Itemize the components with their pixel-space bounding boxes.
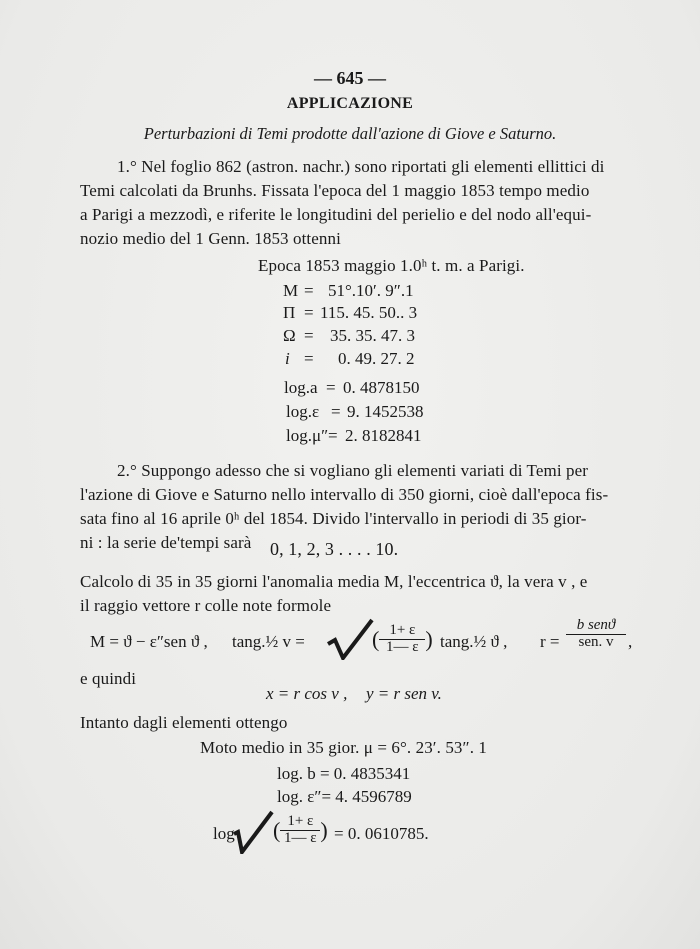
log-sqrt-label: log: [213, 824, 235, 843]
frac-numerator: 1+ ε: [379, 623, 425, 640]
formula-r-fraction: [566, 618, 626, 651]
element-node-label: Ω: [283, 326, 296, 345]
element-M-label: M: [283, 281, 299, 300]
equals-sign: =: [326, 378, 336, 397]
formula-x: x = r cos v ,: [266, 684, 348, 703]
equals-sign: =: [304, 349, 314, 368]
formula-tan-left: tang.½ v =: [232, 632, 305, 651]
time-series: 0, 1, 2, 3 . . . . 10.: [270, 539, 399, 559]
s1-line-4: nozio medio del 1 Genn. 1853 ottenni: [80, 229, 341, 248]
epoch-line: Epoca 1853 maggio 1.0ʰ t. m. a Parigi.: [258, 256, 525, 275]
element-Pi-label: Π: [283, 303, 296, 322]
s2-line-1: 2.° Suppongo adesso che si vogliano gli elementi variati di Temi per: [117, 461, 589, 480]
log-e-value: 9. 1452538: [347, 402, 424, 421]
subtitle: Perturbazioni di Temi prodotte dall'azione di Giove e Saturno.: [143, 124, 557, 143]
element-node-value: 35. 35. 47. 3: [330, 326, 415, 345]
s1-line-2: Temi calcolati da Brunhs. Fissata l'epoca del 1 maggio 1853 tempo medio: [80, 181, 590, 200]
moto-medio: Moto medio in 35 gior. μ = 6°. 23′. 53″. 1: [200, 738, 487, 757]
formula-tan-right: tang.½ ϑ ,: [440, 632, 508, 651]
log-e-label: log.ε: [286, 402, 320, 421]
log-sqrt-fraction: ( $\frac{1+ \varepsilon}{1— \varepsilon}$ ): [273, 813, 328, 846]
formula-r-left: r =: [540, 632, 560, 651]
s1-line-1: 1.° Nel foglio 862 (astron. nachr.) sono riportati gli elementi ellittici di: [117, 157, 605, 176]
equals-sign: =: [328, 426, 338, 445]
log-a-value: 0. 4878150: [343, 378, 420, 397]
element-i-label: i: [285, 349, 290, 368]
section-heading: APPLICAZIONE: [286, 95, 414, 112]
s2-line-2: l'azione di Giove e Saturno nello intervallo di 350 giorni, cioè dall'epoca fis-: [80, 485, 609, 504]
sqrt-icon: [232, 810, 274, 859]
intanto-line: Intanto dagli elementi ottengo: [80, 713, 288, 732]
sqrt-icon: [326, 618, 376, 665]
calc-line-2: il raggio vettore r colle note formole: [80, 596, 332, 615]
formula-r-comma: ,: [628, 632, 633, 651]
s2-line-4: ni : la serie de'tempi sarà: [80, 533, 252, 552]
equals-sign: =: [304, 303, 314, 322]
formula-y: y = r sen v.: [366, 684, 442, 703]
log-a-label: log.a: [284, 378, 318, 397]
formula-tan-fraction: ( $\frac{1+ \varepsilon}{1— \varepsilon}$ ): [372, 622, 433, 655]
page-number: — 645 —: [314, 68, 386, 88]
r-denominator: sen. v: [578, 633, 614, 650]
element-i-value: 0. 49. 27. 2: [338, 349, 415, 368]
e-quindi: e quindi: [80, 669, 137, 688]
formula-mean-anomaly: M = ϑ − ε″sen ϑ ,: [90, 632, 208, 651]
frac-denominator: 1— ε: [284, 829, 317, 846]
calc-line-1: Calcolo di 35 in 35 giorni l'anomalia media M, l'eccentrica ϑ, la vera v , e: [80, 572, 588, 591]
equals-sign: =: [304, 281, 314, 300]
log-b: log. b = 0. 4835341: [277, 764, 411, 783]
frac-numerator: 1+ ε: [280, 814, 320, 831]
equals-sign: =: [331, 402, 341, 421]
r-numerator: b senϑ: [566, 618, 626, 635]
log-mu-label: log.μ″: [286, 426, 329, 445]
equals-sign: =: [304, 326, 314, 345]
log-mu-value: 2. 8182841: [345, 426, 422, 445]
element-M-value: 51°.10′. 9″.1: [328, 281, 414, 300]
log-e-double: log. ε″= 4. 4596789: [277, 787, 412, 806]
s1-line-3: a Parigi a mezzodì, e riferite le longitudini del perielio e del nodo all'equi-: [80, 205, 592, 224]
element-Pi-value: 115. 45. 50.. 3: [320, 303, 418, 322]
log-sqrt-value: = 0. 0610785.: [334, 824, 429, 843]
s2-line-3: sata fino al 16 aprile 0ʰ del 1854. Divido l'intervallo in periodi di 35 gior-: [80, 509, 587, 528]
frac-denominator: 1— ε: [386, 638, 419, 655]
